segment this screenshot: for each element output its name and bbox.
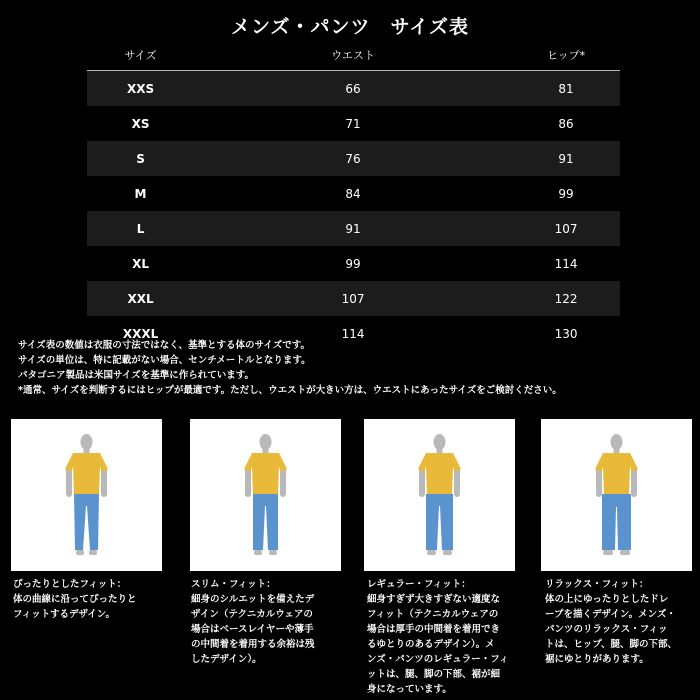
fit-card-regular bbox=[364, 419, 515, 571]
fit-desc-relaxed bbox=[545, 577, 700, 667]
waist-cell: 84 bbox=[345, 186, 361, 201]
table-header-row bbox=[87, 40, 620, 71]
size-table bbox=[87, 40, 620, 351]
fit-desc-line: フィットするデザイン。 bbox=[13, 609, 116, 620]
fit-desc-line: 場合は厚手の中間着を着用でき bbox=[367, 624, 501, 635]
fit-desc-line: 裾にゆとりがあります。 bbox=[545, 654, 649, 665]
table-row bbox=[87, 281, 620, 316]
table-row bbox=[87, 211, 620, 246]
waist-cell: 114 bbox=[341, 326, 365, 341]
waist-cell: 107 bbox=[194, 281, 512, 316]
fit-desc-line: るゆとりのあるデザイン）。メ bbox=[367, 639, 495, 650]
fit-desc-line: フィット（テクニカルウェアの bbox=[367, 609, 499, 620]
waist-cell: 66 bbox=[194, 71, 512, 107]
header-hip: ヒップ* bbox=[512, 40, 620, 71]
page-title: メンズ・パンツ サイズ表 bbox=[231, 16, 469, 38]
waist-cell: 99 bbox=[345, 256, 361, 271]
fit-desc-line: パンツのリラックス・フィッ bbox=[545, 624, 668, 635]
fit-desc-line: 場合はベースレイヤーや薄手 bbox=[191, 624, 314, 635]
fit-name: スリム・フィット： bbox=[191, 579, 276, 590]
size-cell: XXS bbox=[87, 71, 194, 107]
size-notes bbox=[18, 338, 562, 398]
fit-desc-line: トは、ヒップ、腿、脚の下部、 bbox=[545, 639, 677, 650]
note-line: サイズ表の数値は衣服の寸法ではなく、基準とする体のサイズです。 bbox=[18, 340, 311, 351]
fit-card-relaxed bbox=[541, 419, 692, 571]
hip-cell: 99 bbox=[558, 186, 574, 201]
fit-desc-line: ットは、腿、脚の下部、裾が細 bbox=[367, 669, 501, 680]
header-size: サイズ bbox=[87, 40, 194, 71]
fit-name: ぴったりとしたフィット： bbox=[13, 579, 127, 590]
hip-cell: 86 bbox=[558, 116, 574, 131]
fit-desc-line: 細身すぎず大きすぎない適度な bbox=[367, 594, 501, 605]
note-line: サイズの単位は、特に記載がない場合、センチメートルとなります。 bbox=[18, 355, 311, 366]
figure-relaxed-icon bbox=[541, 419, 692, 571]
fit-desc-line: の中間着を着用する余裕は残 bbox=[191, 639, 315, 650]
fit-desc-line: ザイン（テクニカルウェアの bbox=[191, 609, 313, 620]
fit-desc-line: 細身のシルエットを備えたデ bbox=[191, 594, 315, 605]
fit-desc-line: 体の上にゆったりとしたドレ bbox=[545, 594, 669, 605]
hip-cell: 107 bbox=[512, 211, 620, 246]
size-cell: XXL bbox=[87, 281, 194, 316]
fit-desc-line: ープを描くデザイン。メンズ・ bbox=[545, 609, 676, 620]
table-row bbox=[87, 176, 620, 211]
table-row bbox=[87, 246, 620, 281]
fit-desc-line: 身になっています。 bbox=[367, 684, 452, 695]
fit-name: レギュラー・フィット： bbox=[367, 579, 471, 590]
table-row bbox=[87, 106, 620, 141]
size-cell: S bbox=[87, 141, 194, 176]
header-waist: ウエスト bbox=[194, 40, 512, 71]
fit-desc-slim bbox=[191, 577, 351, 667]
waist-cell: 71 bbox=[345, 116, 361, 131]
fit-desc-tight bbox=[13, 577, 173, 622]
figure-tight-icon bbox=[11, 419, 162, 571]
fit-desc-line: 体の曲線に沿ってぴったりと bbox=[13, 594, 137, 605]
size-cell: L bbox=[87, 211, 194, 246]
waist-cell: 91 bbox=[194, 211, 512, 246]
size-cell: XL bbox=[132, 256, 149, 271]
size-cell: XS bbox=[131, 116, 150, 131]
fit-desc-line: ンズ・パンツのレギュラー・フィ bbox=[367, 654, 509, 665]
size-cell: XXXL bbox=[122, 326, 159, 341]
table-row bbox=[87, 71, 620, 107]
hip-cell: 91 bbox=[512, 141, 620, 176]
table-row bbox=[87, 141, 620, 176]
fit-card-tight bbox=[11, 419, 162, 571]
size-cell: M bbox=[134, 186, 147, 201]
figure-slim-icon bbox=[190, 419, 341, 571]
fit-name: リラックス・フィット： bbox=[545, 579, 649, 590]
hip-cell: 114 bbox=[554, 256, 578, 271]
fit-desc-regular bbox=[367, 577, 527, 697]
note-line: パタゴニア製品は米国サイズを基準に作られています。 bbox=[18, 370, 254, 381]
fit-card-slim bbox=[190, 419, 341, 571]
hip-cell: 81 bbox=[512, 71, 620, 107]
hip-cell: 122 bbox=[512, 281, 620, 316]
waist-cell: 76 bbox=[194, 141, 512, 176]
figure-regular-icon bbox=[364, 419, 515, 571]
hip-cell: 130 bbox=[554, 326, 578, 341]
fit-desc-line: したデザイン）。 bbox=[191, 654, 262, 665]
note-line: *通常、サイズを判断するにはヒップが最適です。ただし、ウエストが大きい方は、ウエストにあったサイズをご検討ください。 bbox=[18, 385, 562, 396]
